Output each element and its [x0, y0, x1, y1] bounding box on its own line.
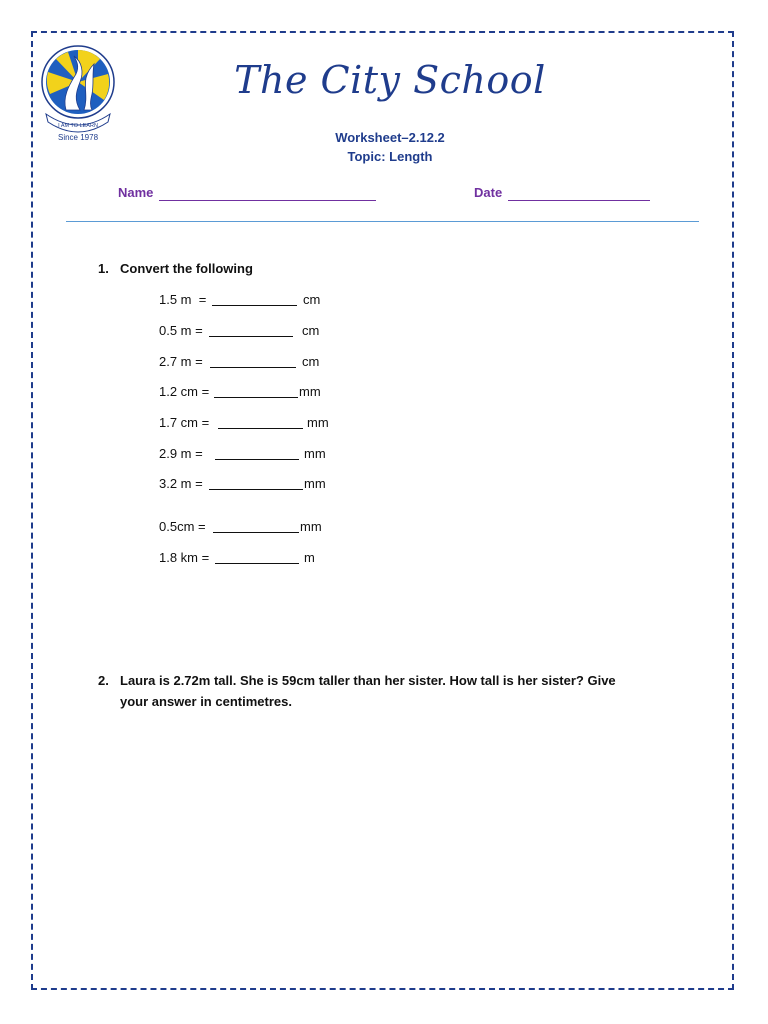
answer-blank[interactable]	[210, 367, 296, 368]
conversion-unit: mm	[307, 415, 329, 430]
page-border	[31, 31, 734, 990]
conversion-unit: mm	[304, 476, 326, 491]
answer-blank[interactable]	[212, 305, 297, 306]
answer-blank[interactable]	[218, 428, 303, 429]
answer-blank[interactable]	[215, 563, 299, 564]
answer-blank[interactable]	[209, 336, 293, 337]
conversion-expression: 1.7 cm =	[159, 415, 210, 430]
conversion-unit: mm	[304, 446, 326, 461]
school-logo	[40, 44, 116, 144]
conversion-expression: 2.7 m =	[159, 354, 203, 369]
logo-since-text: Since 1978	[57, 133, 99, 142]
conversion-expression: 2.9 m =	[159, 446, 203, 461]
conversion-expression: 1.2 cm =	[159, 384, 210, 399]
answer-blank[interactable]	[215, 459, 299, 460]
conversion-unit: mm	[299, 384, 321, 399]
answer-blank[interactable]	[213, 532, 299, 533]
conversion-expression: 1.8 km =	[159, 550, 210, 565]
conversion-expression: 1.5 m =	[159, 292, 207, 307]
conversion-unit: mm	[300, 519, 322, 534]
answer-blank[interactable]	[209, 489, 303, 490]
question-2-text	[120, 670, 680, 712]
header-divider	[66, 221, 699, 222]
name-label: Name	[118, 185, 154, 200]
question-1-text: Convert the following	[120, 261, 253, 276]
question-2-number: 2.	[98, 673, 109, 688]
answer-blank[interactable]	[214, 397, 298, 398]
worksheet-id: Worksheet–2.12.2	[335, 130, 445, 145]
conversion-expression: 3.2 m =	[159, 476, 203, 491]
question-2-line-1: Laura is 2.72m tall. She is 59cm taller than her sister. How tall is her sister? Give	[120, 673, 616, 688]
question-2-line-2: your answer in centimetres.	[120, 694, 292, 709]
name-field[interactable]	[159, 200, 376, 201]
conversion-unit: cm	[303, 292, 321, 307]
conversion-unit: cm	[302, 323, 320, 338]
school-name: The City School	[234, 58, 546, 102]
date-label: Date	[474, 185, 503, 200]
conversion-unit: cm	[302, 354, 320, 369]
date-field[interactable]	[508, 200, 650, 201]
topic: Topic: Length	[347, 149, 433, 164]
conversion-expression: 0.5 m =	[159, 323, 203, 338]
question-1-number: 1.	[98, 261, 109, 276]
conversion-unit: m	[304, 550, 315, 565]
logo-motto: I AM TO LEARN	[58, 123, 98, 129]
conversion-expression: 0.5cm =	[159, 519, 206, 534]
